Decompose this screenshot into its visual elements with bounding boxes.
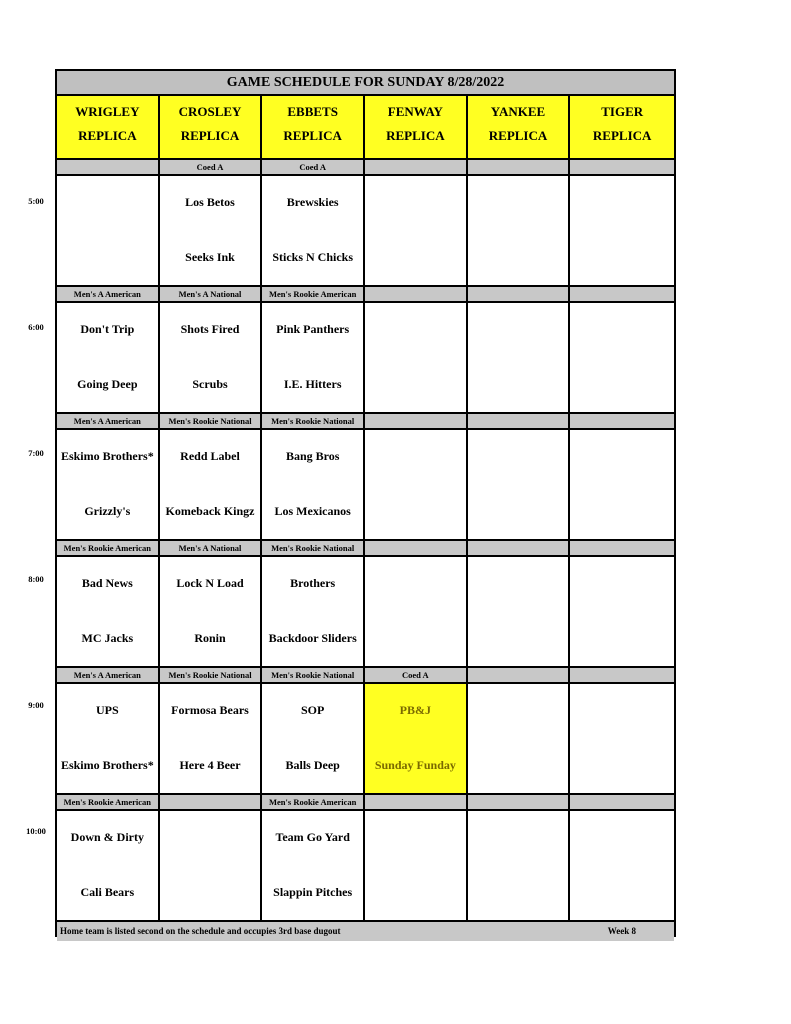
home-team: Eskimo Brothers* bbox=[60, 449, 154, 463]
game-cell bbox=[365, 557, 468, 666]
time-label: 8:00 bbox=[28, 574, 44, 584]
game-cell bbox=[160, 176, 263, 285]
division-row bbox=[57, 160, 674, 176]
game-cell bbox=[57, 684, 160, 793]
game-cell bbox=[262, 303, 365, 412]
division-label bbox=[57, 160, 160, 174]
game-cell bbox=[468, 303, 571, 412]
division-label bbox=[570, 541, 674, 555]
home-team: Shots Fired bbox=[180, 322, 240, 336]
time-label: 6:00 bbox=[28, 322, 44, 332]
away-team: Going Deep bbox=[77, 377, 138, 391]
division-label: Men's A American bbox=[57, 414, 160, 428]
game-cell bbox=[570, 430, 674, 539]
game-cell bbox=[262, 811, 365, 920]
division-label bbox=[365, 160, 468, 174]
game-slot-row bbox=[57, 430, 674, 541]
division-label: Men's Rookie American bbox=[57, 795, 160, 809]
game-cell bbox=[160, 557, 263, 666]
field-name: FENWAY bbox=[387, 104, 443, 119]
schedule-footer bbox=[57, 922, 674, 941]
division-label: Men's A National bbox=[160, 287, 263, 301]
game-slot-row bbox=[57, 684, 674, 795]
division-label bbox=[570, 795, 674, 809]
away-team: I.E. Hitters bbox=[283, 377, 342, 391]
away-team: Sunday Funday bbox=[374, 758, 456, 772]
field-header-crosley bbox=[160, 96, 263, 158]
field-header-ebbets bbox=[262, 96, 365, 158]
home-team: Team Go Yard bbox=[275, 830, 350, 844]
game-cell bbox=[365, 430, 468, 539]
away-team: Seeks Ink bbox=[185, 250, 235, 264]
time-label: 9:00 bbox=[28, 700, 44, 710]
division-label bbox=[160, 795, 263, 809]
game-cell bbox=[468, 684, 571, 793]
game-slot-row bbox=[57, 176, 674, 287]
field-name: CROSLEY bbox=[178, 104, 242, 119]
time-label: 7:00 bbox=[28, 448, 44, 458]
home-team: Formosa Bears bbox=[171, 703, 249, 717]
game-cell bbox=[365, 303, 468, 412]
game-cell bbox=[57, 303, 160, 412]
game-cell bbox=[468, 811, 571, 920]
home-team: Down & Dirty bbox=[70, 830, 144, 844]
field-sub: REPLICA bbox=[180, 128, 240, 143]
away-team: Eskimo Brothers* bbox=[60, 758, 154, 772]
division-row bbox=[57, 414, 674, 430]
field-name: WRIGLEY bbox=[75, 104, 140, 119]
division-label: Men's Rookie National bbox=[262, 668, 365, 682]
home-team: Bad News bbox=[81, 576, 133, 590]
field-name: TIGER bbox=[601, 104, 644, 119]
game-cell bbox=[262, 684, 365, 793]
field-header-wrigley bbox=[57, 96, 160, 158]
game-cell-highlighted bbox=[365, 684, 468, 793]
game-cell bbox=[570, 303, 674, 412]
game-cell bbox=[468, 176, 571, 285]
week-label: Week 8 bbox=[607, 926, 636, 936]
game-cell bbox=[262, 176, 365, 285]
game-cell bbox=[57, 811, 160, 920]
home-team: UPS bbox=[96, 703, 119, 717]
division-label bbox=[365, 795, 468, 809]
game-cell bbox=[160, 430, 263, 539]
division-label: Men's Rookie National bbox=[160, 668, 263, 682]
field-name: YANKEE bbox=[490, 104, 546, 119]
division-row bbox=[57, 287, 674, 303]
field-header-tiger bbox=[570, 96, 674, 158]
away-team: Sticks N Chicks bbox=[272, 250, 354, 264]
division-label bbox=[570, 287, 674, 301]
game-cell bbox=[160, 684, 263, 793]
home-team-note: Home team is listed second on the schedule and occupies 3rd base dugout bbox=[60, 926, 341, 936]
away-team: Balls Deep bbox=[285, 758, 340, 772]
home-team: Bang Bros bbox=[285, 449, 340, 463]
field-name: EBBETS bbox=[287, 104, 338, 119]
game-cell bbox=[570, 684, 674, 793]
field-header-row bbox=[57, 96, 674, 160]
time-label: 10:00 bbox=[26, 826, 46, 836]
division-label: Coed A bbox=[160, 160, 263, 174]
game-cell bbox=[262, 557, 365, 666]
division-label bbox=[468, 668, 571, 682]
game-cell bbox=[365, 176, 468, 285]
game-cell bbox=[570, 557, 674, 666]
game-slot-row bbox=[57, 303, 674, 414]
division-label bbox=[570, 160, 674, 174]
game-cell bbox=[570, 811, 674, 920]
home-team: SOP bbox=[301, 703, 325, 717]
division-label: Coed A bbox=[365, 668, 468, 682]
game-cell bbox=[570, 176, 674, 285]
division-label bbox=[468, 414, 571, 428]
division-label: Men's Rookie National bbox=[262, 541, 365, 555]
field-sub: REPLICA bbox=[78, 128, 137, 143]
division-label: Men's Rookie American bbox=[57, 541, 160, 555]
game-cell bbox=[57, 557, 160, 666]
division-label: Men's A American bbox=[57, 287, 160, 301]
home-team: Pink Panthers bbox=[276, 322, 350, 336]
game-schedule-table bbox=[55, 69, 676, 937]
home-team: Los Betos bbox=[185, 195, 235, 209]
division-row bbox=[57, 668, 674, 684]
field-header-fenway bbox=[365, 96, 468, 158]
division-label bbox=[468, 160, 571, 174]
game-slot-row bbox=[57, 557, 674, 668]
division-label bbox=[570, 414, 674, 428]
field-header-yankee bbox=[468, 96, 571, 158]
division-label: Men's Rookie American bbox=[262, 795, 365, 809]
game-slot-row bbox=[57, 811, 674, 922]
division-label bbox=[468, 287, 571, 301]
division-label: Men's A National bbox=[160, 541, 263, 555]
division-label bbox=[468, 795, 571, 809]
division-label bbox=[570, 668, 674, 682]
division-label: Men's A American bbox=[57, 668, 160, 682]
field-sub: REPLICA bbox=[592, 128, 652, 143]
game-cell bbox=[468, 557, 571, 666]
home-team: PB&J bbox=[399, 703, 432, 717]
division-row bbox=[57, 541, 674, 557]
division-label bbox=[365, 414, 468, 428]
game-cell bbox=[160, 303, 263, 412]
division-label: Men's Rookie National bbox=[160, 414, 263, 428]
home-team: Brothers bbox=[290, 576, 336, 590]
away-team: Los Mexicanos bbox=[274, 504, 351, 518]
away-team: Slappin Pitches bbox=[273, 885, 353, 899]
game-cell bbox=[160, 811, 263, 920]
division-label: Men's Rookie National bbox=[262, 414, 365, 428]
division-label bbox=[365, 287, 468, 301]
game-cell bbox=[262, 430, 365, 539]
home-team: Redd Label bbox=[180, 449, 240, 463]
away-team: Grizzly's bbox=[84, 504, 131, 518]
division-label bbox=[468, 541, 571, 555]
away-team: Scrubs bbox=[192, 377, 228, 391]
away-team: Ronin bbox=[194, 631, 226, 645]
away-team: MC Jacks bbox=[81, 631, 134, 645]
away-team: Backdoor Sliders bbox=[268, 631, 357, 645]
field-sub: REPLICA bbox=[488, 128, 548, 143]
schedule-title: GAME SCHEDULE FOR SUNDAY 8/28/2022 bbox=[57, 71, 674, 96]
home-team: Don't Trip bbox=[80, 322, 135, 336]
away-team: Here 4 Beer bbox=[179, 758, 241, 772]
game-cell bbox=[57, 176, 160, 285]
away-team: Komeback Kingz bbox=[165, 504, 255, 518]
away-team: Cali Bears bbox=[80, 885, 135, 899]
home-team: Lock N Load bbox=[176, 576, 244, 590]
field-sub: REPLICA bbox=[283, 128, 342, 143]
game-cell bbox=[365, 811, 468, 920]
game-cell bbox=[468, 430, 571, 539]
division-label: Men's Rookie American bbox=[262, 287, 365, 301]
field-sub: REPLICA bbox=[386, 128, 445, 143]
division-label bbox=[365, 541, 468, 555]
game-cell bbox=[57, 430, 160, 539]
home-team: Brewskies bbox=[286, 195, 339, 209]
division-label: Coed A bbox=[262, 160, 365, 174]
time-label: 5:00 bbox=[28, 196, 44, 206]
division-row bbox=[57, 795, 674, 811]
